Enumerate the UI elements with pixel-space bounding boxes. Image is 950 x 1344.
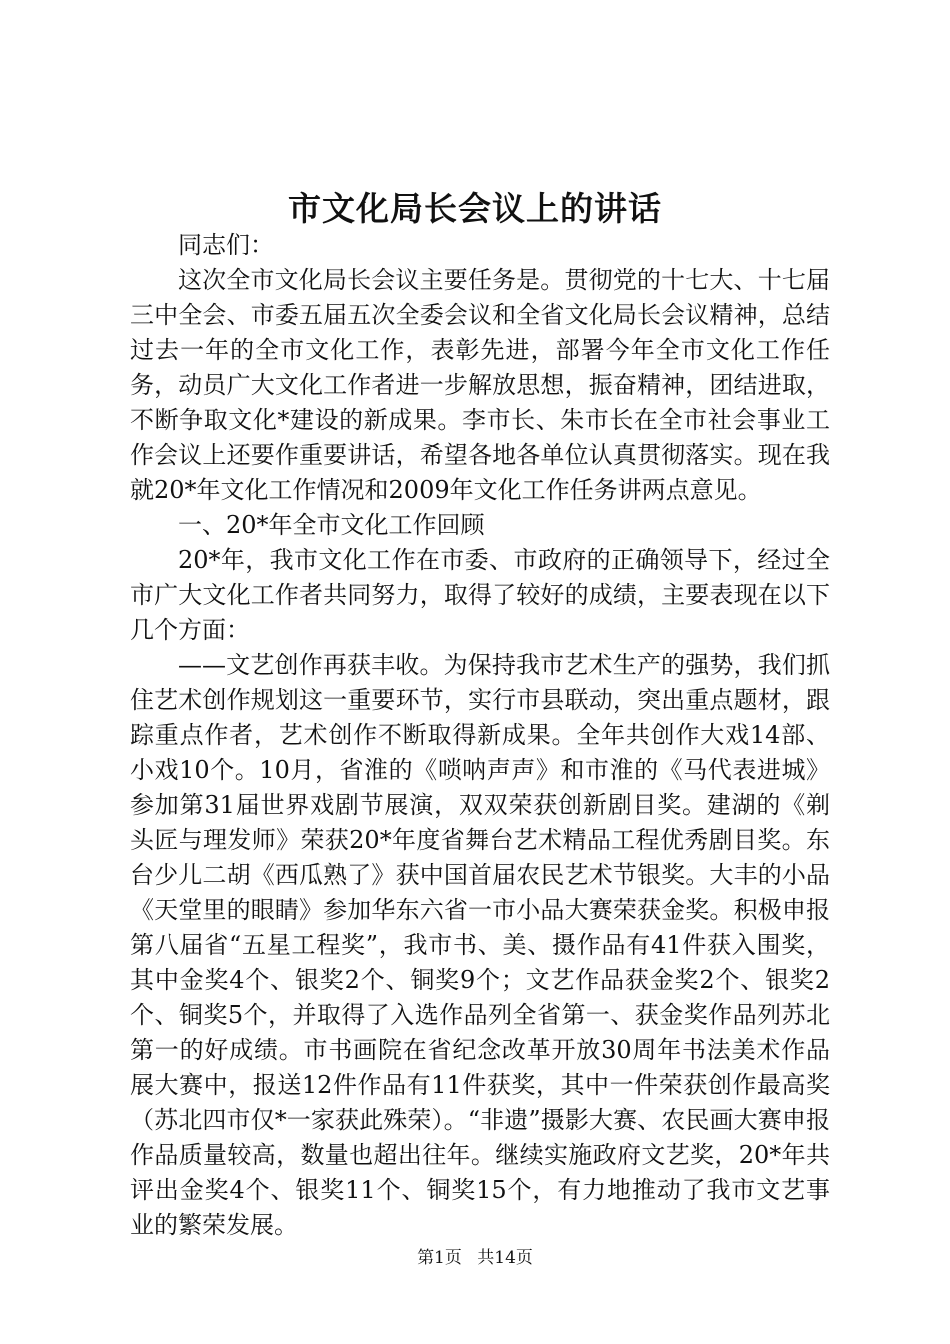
- section-heading: 一、20*年全市文化工作回顾: [178, 511, 485, 539]
- page-number: 第1页: [417, 1248, 462, 1268]
- page-total: 共14页: [477, 1248, 533, 1268]
- document-body: [130, 228, 830, 1243]
- review-paragraph: 20*年，我市文化工作在市委、市政府的正确领导下，经过全市广大文化工作者共同努力，取得了较好的成绩，主要表现在以下几个方面：: [130, 546, 830, 644]
- page-footer: [0, 1246, 950, 1270]
- salutation-paragraph: 同志们：: [178, 231, 274, 259]
- document-title: 市文化局长会议上的讲话: [288, 189, 662, 228]
- arts-creation-paragraph: ——文艺创作再获丰收。为保持我市艺术生产的强势，我们抓住艺术创作规划这一重要环节，实行市县联动，突出重点题材，跟踪重点作者，艺术创作不断取得新成果。全年共创作大戏14部、小戏10个。10月，省淮的《唢呐声声》和市淮的《马代表进城》参加第31届世界戏剧节展演，双双荣获创新剧目奖。建湖的《剃头匠与理发师》荣获20*年度省舞台艺术精品工程优秀剧目奖。东台少儿二胡《西瓜熟了》获中国首届农民艺术节银奖。大丰的小品《天堂里的眼睛》参加华东六省一市小品大赛荣获金奖。积极申报第八届省“五星工程奖”，我市书、美、摄作品有41件获入围奖，其中金奖4个、银奖2个、铜奖9个；文艺作品获金奖2个、银奖2个、铜奖5个，并取得了入选作品列全省第一、获金奖作品列苏北第一的好成绩。市书画院在省纪念改革开放30周年书法美术作品展大赛中，报送12件作品有11件获奖，其中一件荣获创作最高奖（苏北四市仅*一家获此殊荣）。“非遗”摄影大赛、农民画大赛申报作品质量较高，数量也超出往年。继续实施政府文艺奖，20*年共评出金奖4个、银奖11个、铜奖15个，有力地推动了我市文艺事业的繁荣发展。: [130, 651, 830, 1239]
- intro-paragraph: 这次全市文化局长会议主要任务是。贯彻党的十七大、十七届三中全会、市委五届五次全委会议和全省文化局长会议精神，总结过去一年的全市文化工作，表彰先进，部署今年全市文化工作任务，动员广大文化工作者进一步解放思想，振奋精神，团结进取，不断争取文化*建设的新成果。李市长、朱市长在全市社会事业工作会议上还要作重要讲话，希望各地各单位认真贯彻落实。现在我就20*年文化工作情况和2009年文化工作任务讲两点意见。: [130, 266, 830, 504]
